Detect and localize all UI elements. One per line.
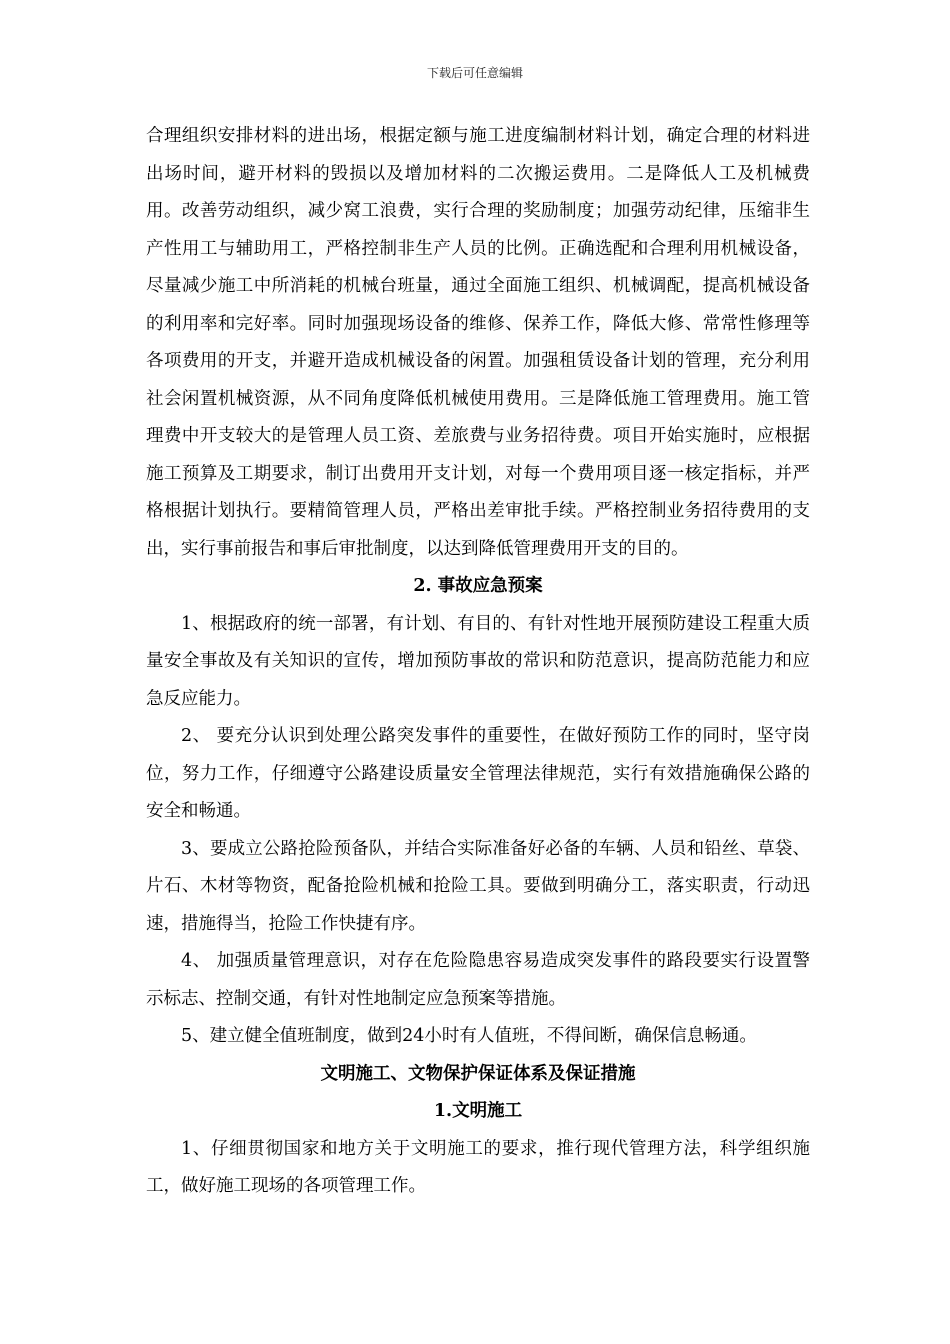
document-body — [146, 118, 810, 1206]
civilized-item-1: 1、仔细贯彻国家和地方关于文明施工的要求，推行现代管理方法，科学组织施工，做好施工现场的各项管理工作。 — [146, 1138, 810, 1196]
section-heading-emergency-plan: 2. 事故应急预案 — [413, 576, 543, 596]
section-heading-civilized-construction-system: 文明施工、文物保护保证体系及保证措施 — [320, 1063, 636, 1084]
emergency-item-2: 2、 要充分认识到处理公路突发事件的重要性，在做好预防工作的同时，坚守岗位，努力工作，仔细遵守公路建设质量安全管理法律规范，实行有效措施确保公路的安全和畅通。 — [146, 726, 810, 821]
emergency-item-4: 4、 加强质量管理意识，对存在危险隐患容易造成突发事件的路段要实行设置警示标志、控制交通，有针对性地制定应急预案等措施。 — [146, 951, 810, 1009]
cost-control-paragraph: 合理组织安排材料的进出场，根据定额与施工进度编制材料计划，确定合理的材料进出场时间，避开材料的毁损以及增加材料的二次搬运费用。二是降低人工及机械费用。改善劳动组织，减少窝工浪费，实行合理的奖励制度；加强劳动纪律，压缩非生产性用工与辅助用工，严格控制非生产人员的比例。正确选配和合理利用机械设备，尽量减少施工中所消耗的机械台班量，通过全面施工组织、机械调配，提高机械设备的利用率和完好率。同时加强现场设备的维修、保养工作，降低大修、常常性修理等各项费用的开支，并避开造成机械设备的闲置。加强租赁设备计划的管理，充分利用社会闲置机械资源，从不同角度降低机械使用费用。三是降低施工管理费用。施工管理费中开支较大的是管理人员工资、差旅费与业务招待费。项目开始实施时，应根据施工预算及工期要求，制订出费用开支计划，对每一个费用项目逐一核定指标，并严格根据计划执行。要精简管理人员，严格出差审批手续。严格控制业务招待费用的支出，实行事前报告和事后审批制度，以达到降低管理费用开支的目的。 — [146, 126, 810, 559]
subsection-heading-civilized-construction: 1.文明施工 — [433, 1101, 523, 1121]
emergency-item-5: 5、建立健全值班制度，做到24小时有人值班，不得间断，确保信息畅通。 — [181, 1026, 757, 1046]
emergency-item-3: 3、要成立公路抢险预备队，并结合实际准备好必备的车辆、人员和铅丝、草袋、片石、木材等物资，配备抢险机械和抢险工具。要做到明确分工，落实职责，行动迅速，措施得当，抢险工作快捷有序。 — [146, 838, 810, 934]
page-header: 下载后可任意编辑 — [426, 66, 523, 80]
emergency-item-1: 1、根据政府的统一部署，有计划、有目的、有针对性地开展预防建设工程重大质量安全事故及有关知识的宣传，增加预防事故的常识和防范意识，提高防范能力和应急反应能力。 — [146, 613, 810, 709]
